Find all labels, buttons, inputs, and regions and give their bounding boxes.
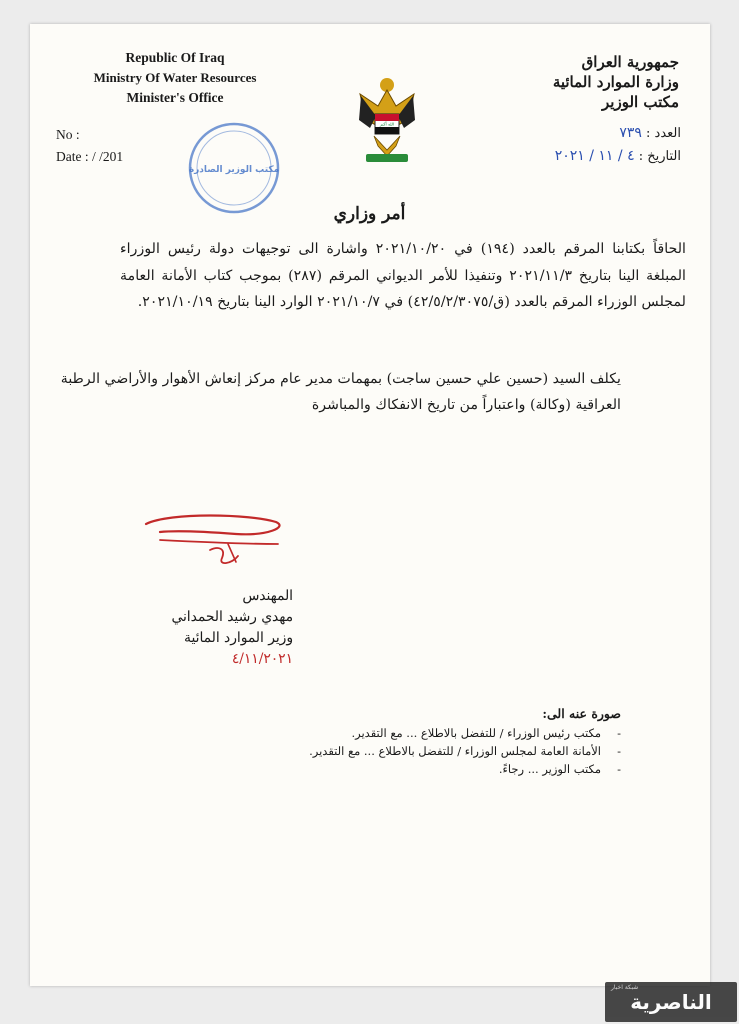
document-page xyxy=(30,24,710,986)
ref-no-ar xyxy=(481,122,681,145)
signer-position: وزير الموارد المائية xyxy=(184,630,293,646)
ministry-name-en: Ministry Of Water Resources xyxy=(93,70,257,85)
office-name-ar: مكتب الوزير xyxy=(602,93,679,111)
country-name-en: Republic Of Iraq xyxy=(125,50,225,65)
cc-title: صورة عنه الى: xyxy=(542,706,621,721)
stamp-text: مكتب الوزير الصادرة xyxy=(188,165,280,175)
body-paragraph-2: يكلف السيد (حسين علي حسين ساجت) بمهمات مدير عام مركز إنعاش الأهوار والأراضي الرطبة العراقية (وكالة) واعتباراً من تاريخ الانفكاك والمباشرة xyxy=(60,371,621,413)
signer-block xyxy=(113,586,293,670)
document-title: أمر وزاري xyxy=(333,204,406,224)
watermark-sub: شبكة اخبار xyxy=(611,984,639,991)
signer-date: ٤/١١/٢٠٢١ xyxy=(231,651,293,667)
site-watermark xyxy=(605,982,737,1022)
english-letterhead xyxy=(60,48,290,108)
reference-en xyxy=(56,124,123,168)
office-stamp xyxy=(186,120,282,216)
country-name-ar: جمهورية العراق xyxy=(581,53,679,71)
iraq-emblem-icon xyxy=(356,76,418,168)
cc-list xyxy=(141,724,621,778)
ref-date-value-ar: ٤ / ١١ / ٢٠٢١ xyxy=(554,148,635,164)
ref-no-label-ar: العدد : xyxy=(646,126,681,141)
ref-date-ar xyxy=(481,145,681,168)
signer-name: مهدي رشيد الحمداني xyxy=(171,609,293,625)
ref-no-value-ar: ٧٣٩ xyxy=(619,125,642,141)
cc-item: - مكتب الوزير ... رجاءً. xyxy=(141,760,621,778)
ref-no-en: No : xyxy=(56,127,80,142)
ref-date-label-ar: التاريخ : xyxy=(638,149,681,164)
watermark-main: الناصرية xyxy=(630,990,712,1014)
cc-item: - مكتب رئيس الوزراء / للتفضل بالاطلاع ... مع التقدير. xyxy=(141,724,621,742)
arabic-letterhead xyxy=(459,52,679,112)
ref-date-en: Date : / /201 xyxy=(56,149,124,164)
ministry-name-ar: وزارة الموارد المائية xyxy=(552,73,679,91)
office-name-en: Minister's Office xyxy=(126,90,224,105)
emblem-motto: الله أكبر xyxy=(379,121,395,127)
signer-title: المهندس xyxy=(242,588,293,604)
minister-signature xyxy=(140,510,290,572)
cc-item: - الأمانة العامة لمجلس الوزراء / للتفضل بالاطلاع ... مع التقدير. xyxy=(141,742,621,760)
reference-ar xyxy=(481,122,681,168)
body-paragraph-1: الحاقاً بكتابنا المرقم بالعدد (١٩٤) في ٢٠٢١/١٠/٢٠ واشارة الى توجيهات دولة رئيس الوزراء المبلغة الينا بتاريخ ٢٠٢١/١١/٣ وتنفيذا للأمر الديواني المرقم (٢٨٧) بموجب كتاب الأمانة العامة لمجلس الوزراء المرقم بالعدد (ق/٤٢/٥/٢/٣٠٧٥) في ٢٠٢١/١٠/٧ الوارد الينا بتاريخ ٢٠٢١/١٠/١٩. xyxy=(120,241,687,310)
